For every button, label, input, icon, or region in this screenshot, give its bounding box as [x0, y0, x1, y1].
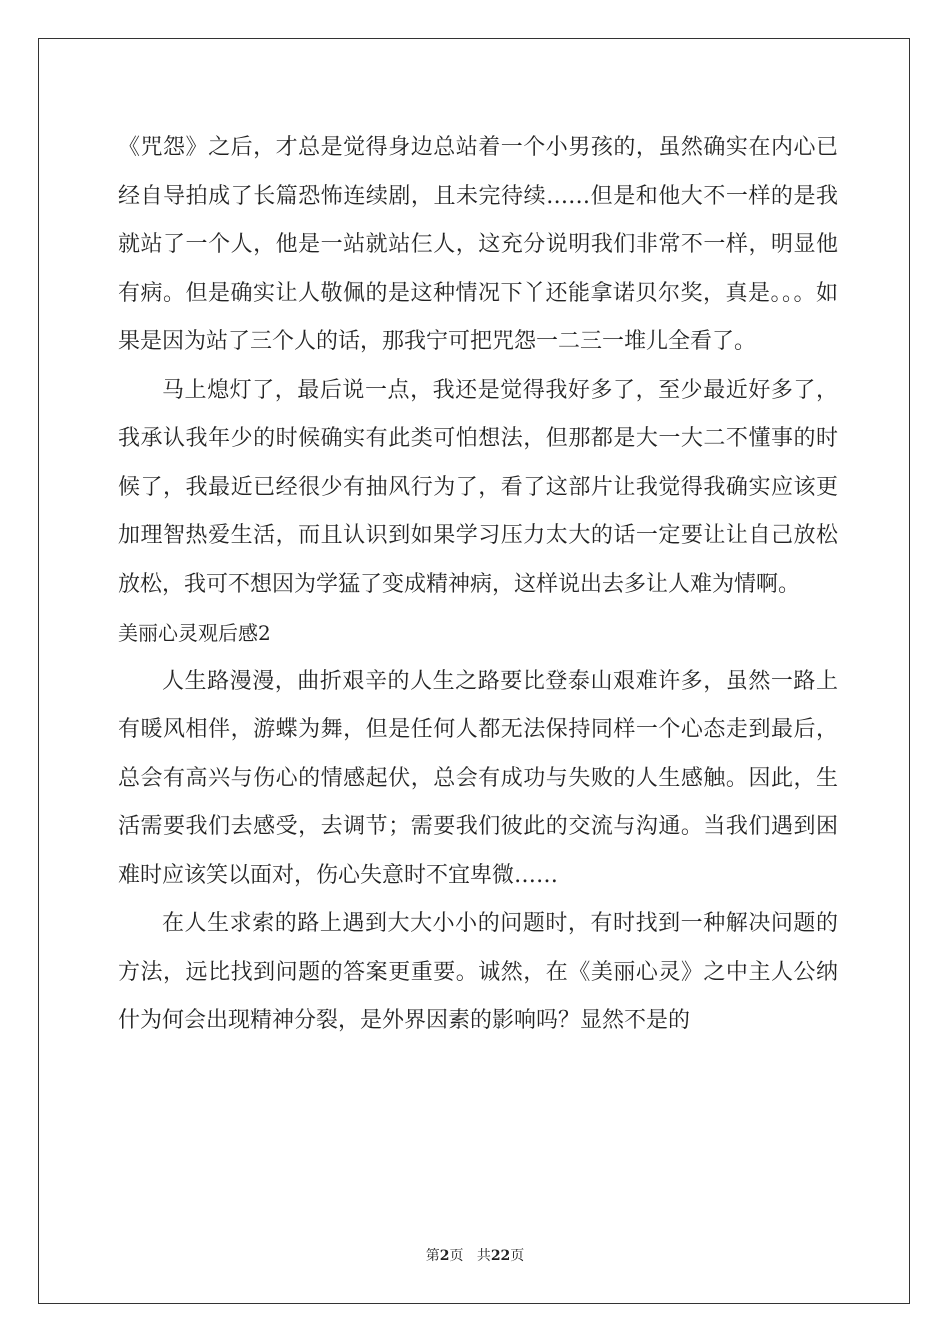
- paragraph-1: 《咒怨》之后，才总是觉得身边总站着一个小男孩的，虽然确实在内心已经自导拍成了长篇恐怖连续剧，且未完待续……但是和他大不一样的是我就站了一个人，他是一站就站仨人，这充分说明我们非常不一样，明显他有病。但是确实让人敬佩的是这种情况下丫还能拿诺贝尔奖，真是。。。如果是因为站了三个人的话，那我宁可把咒怨一二三一堆儿全看了。: [118, 135, 838, 354]
- footer-page-current: 2: [439, 1248, 450, 1264]
- paragraph-4: 在人生求索的路上遇到大大小小的问题时，有时找到一种解决问题的方法，远比找到问题的答案更重要。诚然，在《美丽心灵》之中主人公纳什为何会出现精神分裂，是外界因素的影响吗？显然不是的: [118, 911, 838, 1033]
- footer-page-total: 22: [490, 1248, 511, 1264]
- footer-total-suffix: 页: [510, 1248, 525, 1264]
- section-heading: 美丽心灵观后感2: [118, 621, 271, 645]
- paragraph-2: 马上熄灯了，最后说一点，我还是觉得我好多了，至少最近好多了，我承认我年少的时候确实有此类可怕想法，但那都是大一大二不懂事的时候了，我最近已经很少有抽风行为了，看了这部片让我觉得我确实应该更加理智热爱生活，而且认识到如果学习压力太大的话一定要让让自己放松放松，我可不想因为学猛了变成精神病，这样说出去多让人难为情啊。: [118, 377, 838, 597]
- footer-total-prefix: 共: [476, 1248, 491, 1264]
- paragraph-3: 人生路漫漫，曲折艰辛的人生之路要比登泰山艰难许多，虽然一路上有暖风相伴，游蝶为舞，但是任何人都无法保持同样一个心态走到最后，总会有高兴与伤心的情感起伏，总会有成功与失败的人生感触。因此，生活需要我们去感受，去调节；需要我们彼此的交流与沟通。当我们遇到困难时应该笑以面对，伤心失意时不宜卑微……: [118, 668, 838, 888]
- footer-page-prefix: 第: [425, 1248, 440, 1264]
- document-body: [118, 124, 838, 1046]
- page-footer: [0, 1245, 950, 1265]
- footer-page-suffix: 页: [449, 1248, 464, 1264]
